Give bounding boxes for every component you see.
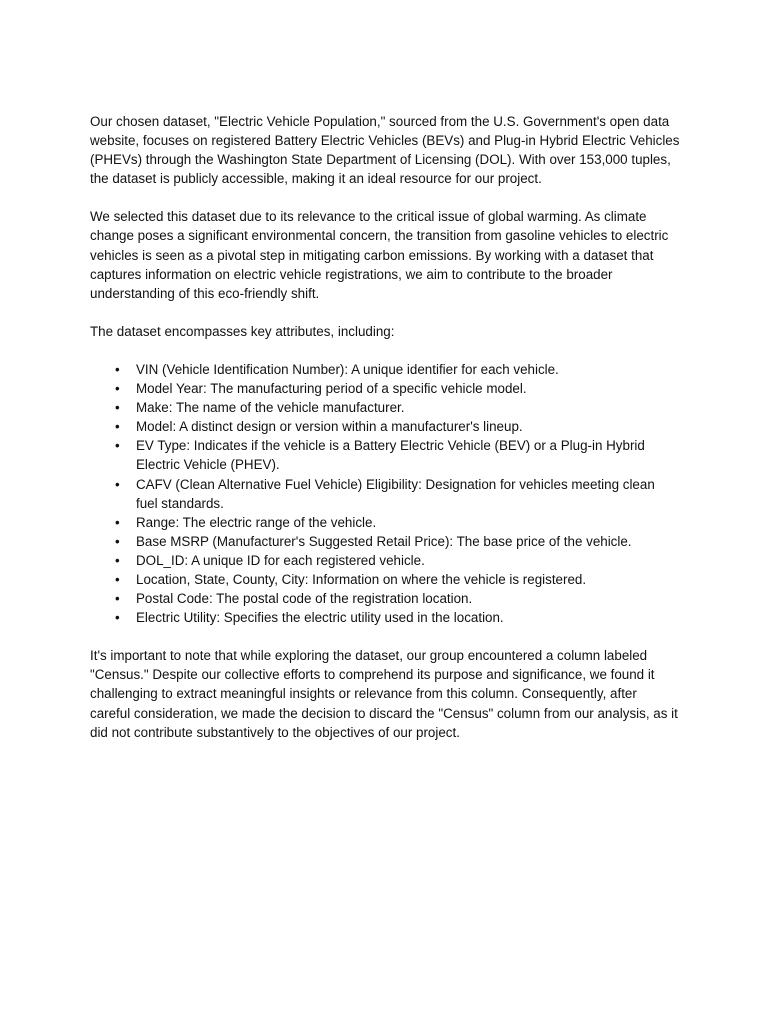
list-item-text: VIN (Vehicle Identification Number): A unique identifier for each vehicle. [136, 361, 559, 377]
list-item [115, 398, 680, 417]
list-item-text: Model: A distinct design or version within a manufacturer's lineup. [136, 419, 523, 435]
list-item-text: CAFV (Clean Alternative Fuel Vehicle) Eligibility: Designation for vehicles meeting clean fuel standards. [136, 476, 655, 511]
bullet-icon: • [115, 591, 120, 607]
bullet-icon: • [115, 438, 120, 454]
bullet-icon: • [115, 571, 120, 587]
bullet-icon: • [115, 400, 120, 416]
bullet-icon: • [115, 514, 120, 530]
list-item [115, 608, 680, 627]
bullet-icon: • [115, 476, 120, 492]
list-item-text: EV Type: Indicates if the vehicle is a Battery Electric Vehicle (BEV) or a Plug-in Hybrid Electric Vehicle (PHEV). [136, 438, 645, 473]
list-item [115, 589, 680, 608]
list-item-text: Postal Code: The postal code of the registration location. [136, 591, 473, 607]
bullet-icon: • [115, 552, 120, 568]
bullet-icon: • [115, 361, 120, 377]
bullet-icon: • [115, 610, 120, 626]
closing-paragraph: It's important to note that while exploring the dataset, our group encountered a column labeled "Census." Despite our collective efforts to comprehend its purpose and significance, we found it challenging to extract meaningful insights or relevance from this column. Consequently, after careful consideration, we made the decision to discard the "Census" column from our analysis, as it did not contribute substantively to the objectives of our project. [90, 648, 678, 740]
attributes-intro-paragraph: The dataset encompasses key attributes, including: [90, 323, 395, 339]
list-item-text: Make: The name of the vehicle manufacturer. [136, 400, 405, 416]
bullet-icon: • [115, 419, 120, 435]
list-item-text: DOL_ID: A unique ID for each registered vehicle. [136, 552, 425, 568]
list-item [115, 551, 680, 570]
bullet-icon: • [115, 533, 120, 549]
list-item [115, 570, 680, 589]
list-item-text: Range: The electric range of the vehicle. [136, 514, 377, 530]
intro-paragraph: Our chosen dataset, "Electric Vehicle Population," sourced from the U.S. Government's open data website, focuses on registered Battery Electric Vehicles (BEVs) and Plug-in Hybrid Electric Vehicles (PHEVs) through the Washington State Department of Licensing (DOL). With over 153,000 tuples, the dataset is publicly accessible, making it an ideal resource for our project. [90, 114, 680, 187]
list-item [115, 417, 680, 436]
list-item-text: Electric Utility: Specifies the electric utility used in the location. [136, 610, 504, 626]
list-item [115, 513, 680, 532]
list-item [115, 436, 680, 474]
document-body [90, 112, 680, 761]
list-item [115, 360, 680, 379]
list-item-text: Location, State, County, City: Information on where the vehicle is registered. [136, 571, 587, 587]
list-item-text: Base MSRP (Manufacturer's Suggested Retail Price): The base price of the vehicle. [136, 533, 632, 549]
list-item [115, 379, 680, 398]
bullet-icon: • [115, 381, 120, 397]
motivation-paragraph: We selected this dataset due to its relevance to the critical issue of global warming. As climate change poses a significant environmental concern, the transition from gasoline vehicles to electric vehicles is seen as a pivotal step in mitigating carbon emissions. By working with a dataset that captures information on electric vehicle registrations, we aim to contribute to the broader understanding of this eco-friendly shift. [90, 209, 669, 301]
list-item-text: Model Year: The manufacturing period of a specific vehicle model. [136, 381, 527, 397]
list-item [115, 475, 680, 513]
list-item [115, 532, 680, 551]
attributes-list [90, 360, 680, 627]
